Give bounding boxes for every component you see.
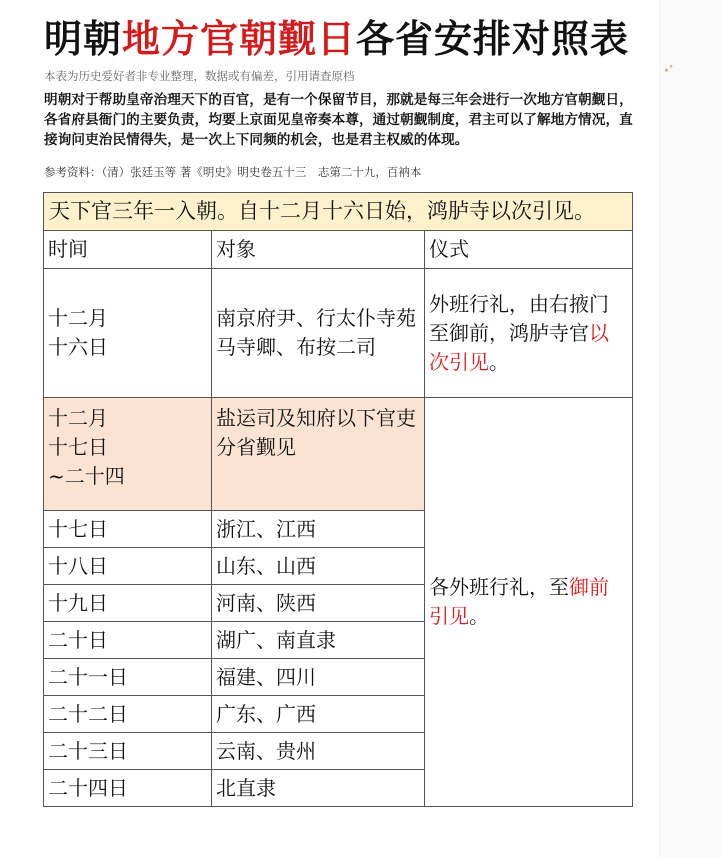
province-cell: 云南、贵州 <box>212 733 425 770</box>
column-header-ceremony: 仪式 <box>425 231 633 269</box>
time-line: 十二月 <box>48 306 108 330</box>
day-cell: 二十三日 <box>44 733 212 770</box>
day-cell: 十九日 <box>44 585 212 622</box>
day-cell: 十七日 <box>44 511 212 548</box>
column-header-target: 对象 <box>212 231 425 269</box>
ceremony-text: 外班行礼，由右掖门至御前，鸿胪寺官 <box>429 291 609 345</box>
day-cell: 二十二日 <box>44 696 212 733</box>
ceremony-highlight: 以次引见 <box>429 320 609 374</box>
ceremony-end: 。 <box>489 349 509 374</box>
time-line: 十二月 <box>48 406 108 430</box>
ceremony-text: 各外班行礼，至 <box>429 575 569 599</box>
ceremony-cell <box>425 269 633 398</box>
table-row <box>44 269 633 398</box>
day-cell: 二十一日 <box>44 659 212 696</box>
province-cell: 山东、山西 <box>212 548 425 585</box>
province-cell: 广东、广西 <box>212 696 425 733</box>
right-margin-strip <box>659 0 721 857</box>
time-line: ~二十四 <box>48 464 125 488</box>
day-cell: 二十日 <box>44 622 212 659</box>
province-cell: 河南、陕西 <box>212 585 425 622</box>
time-cell <box>44 398 212 511</box>
intro-paragraph: 明朝对于帮助皇帝治理天下的百官，是有一个保留节目，那就是每三年会进行一次地方官朝觐日，各省府县衙门的主要负责，均要上京面见皇帝奏本尊，通过朝觐制度，君主可以了解地方情况，直接询问吏治民情得失，是一次上下同频的机会，也是君主权威的体现。 <box>44 92 633 148</box>
disclaimer-note: 本表为历史爱好者非专业整理，数据或有偏差，引用请查原档 <box>44 69 355 83</box>
table-header-text: 天下官三年一入朝。自十二月十六日始，鸿胪寺以次引见。 <box>44 193 633 231</box>
province-cell: 浙江、江西 <box>212 511 425 548</box>
page-title <box>44 14 629 64</box>
schedule-table <box>43 192 633 807</box>
title-part-3: 各省安排对照表 <box>356 17 630 61</box>
title-part-2-highlight: 地方官朝觐日 <box>122 17 357 61</box>
table-header-row <box>44 193 633 231</box>
table-row <box>44 398 633 511</box>
merged-ceremony-cell <box>425 398 633 807</box>
day-cell: 二十四日 <box>44 770 212 807</box>
day-cell: 十八日 <box>44 548 212 585</box>
ceremony-end: 。 <box>469 604 489 628</box>
reference-line: 参考资料：（清）张廷玉等 著《明史》明史卷五十三 志第二十九，百衲本 <box>44 165 422 179</box>
time-line: 十六日 <box>48 335 108 359</box>
column-header-time: 时间 <box>44 231 212 269</box>
target-cell: 南京府尹、行太仆寺苑马寺卿、布按二司 <box>212 269 425 398</box>
province-cell: 北直隶 <box>212 770 425 807</box>
time-line: 十七日 <box>48 435 108 459</box>
time-cell <box>44 269 212 398</box>
target-cell: 盐运司及知府以下官吏分省觐见 <box>212 398 425 511</box>
ceremony-highlight: 御前引见 <box>429 575 609 628</box>
title-part-1: 明朝 <box>44 17 123 61</box>
province-cell: 湖广、南直隶 <box>212 622 425 659</box>
column-header-row <box>44 231 633 269</box>
province-cell: 福建、四川 <box>212 659 425 696</box>
decorative-mark-icon: ٭˚ <box>664 66 674 76</box>
